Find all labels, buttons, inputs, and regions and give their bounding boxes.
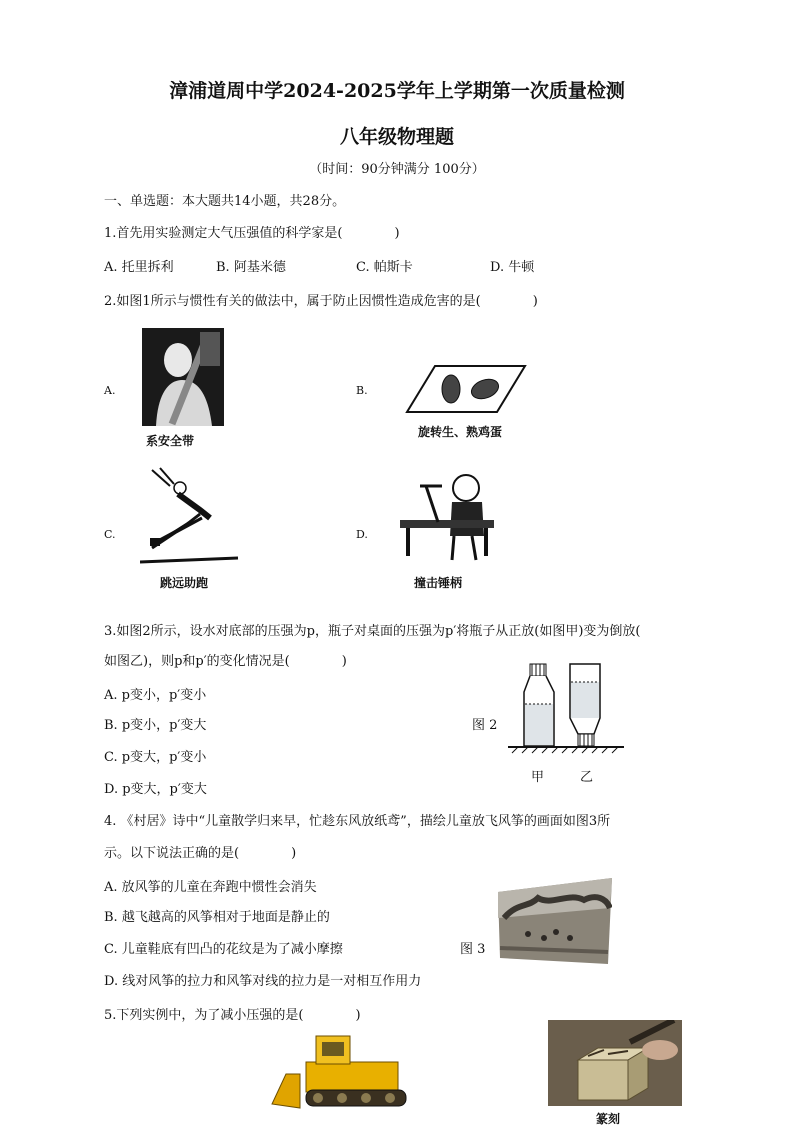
q2-label-a: A. [104,384,116,397]
q2-caption-c: 跳远助跑 [160,576,209,590]
q3-option-b: B. p变小，p′变大 [104,718,207,733]
long-jump-figure [140,466,240,566]
hammer-handle-figure [398,466,496,566]
q4-option-c: C. 儿童鞋底有凹凸的花纹是为了减小摩擦 [104,942,343,957]
q5-caption: 篆刻 [596,1112,621,1126]
seatbelt-photo [142,328,224,426]
q1-stem: 1.首先用实验测定大气压强值的科学家是( ) [104,226,400,241]
q2-caption-b: 旋转生、熟鸡蛋 [418,425,503,439]
q4-stem-line1: 4. 《村居》诗中“儿童散学归来早，忙趁东风放纸鸢”，描绘儿童放飞风筝的画面如图3所 [104,814,611,829]
q3-figure-label: 图 2 [472,718,498,733]
eggs-on-plate-figure [405,364,527,414]
q3-stem-line1: 3.如图2所示，设水对底部的压强为p，瓶子对桌面的压强为p′将瓶子从正放(如图甲)变为倒放( [104,624,641,639]
q5-stem: 5.下列实例中，为了减小压强的是( ) [104,1008,361,1023]
bottle-label-jia: 甲 [531,770,545,785]
section-heading: 一、单选题：本大题共14小题，共28分。 [104,194,346,209]
q1-option-b: B. 阿基米德 [216,260,286,275]
q4-option-d: D. 线对风筝的拉力和风筝对线的拉力是一对相互作用力 [104,974,422,989]
page-title: 漳浦道周中学2024-2025学年上学期第一次质量检测 [169,80,625,102]
time-note: （时间：90分钟满分 100分） [309,162,485,177]
q4-stem-line2: 示。以下说法正确的是( ) [104,846,297,861]
q2-label-b: B. [356,384,368,397]
q2-caption-d: 撞击锤柄 [414,576,463,590]
seal-carving-photo [548,1020,682,1106]
q2-caption-a: 系安全带 [146,434,195,448]
q4-figure-label: 图 3 [460,942,486,957]
q2-label-c: C. [104,528,116,541]
q2-stem: 2.如图1所示与惯性有关的做法中，属于防止因惯性造成危害的是( ) [104,294,538,309]
q3-option-a: A. p变小，p′变小 [104,688,207,703]
q4-option-b: B. 越飞越高的风筝相对于地面是静止的 [104,910,330,925]
q3-option-c: C. p变大，p′变小 [104,750,207,765]
q3-stem-line2: 如图乙)，则p和p′的变化情况是( ) [104,654,347,669]
bulldozer-figure [270,1028,410,1110]
bottle-label-yi: 乙 [580,770,594,785]
q1-option-d: D. 牛顿 [490,260,535,275]
q4-option-a: A. 放风筝的儿童在奔跑中惯性会消失 [104,880,317,895]
q3-option-d: D. p变大，p′变大 [104,782,207,797]
page-subtitle: 八年级物理题 [339,126,454,148]
q2-label-d: D. [356,528,368,541]
kite-children-photo [498,878,612,966]
q1-option-a: A. 托里拆利 [104,260,174,275]
q1-option-c: C. 帕斯卡 [356,260,413,275]
bottles-figure [508,660,626,754]
